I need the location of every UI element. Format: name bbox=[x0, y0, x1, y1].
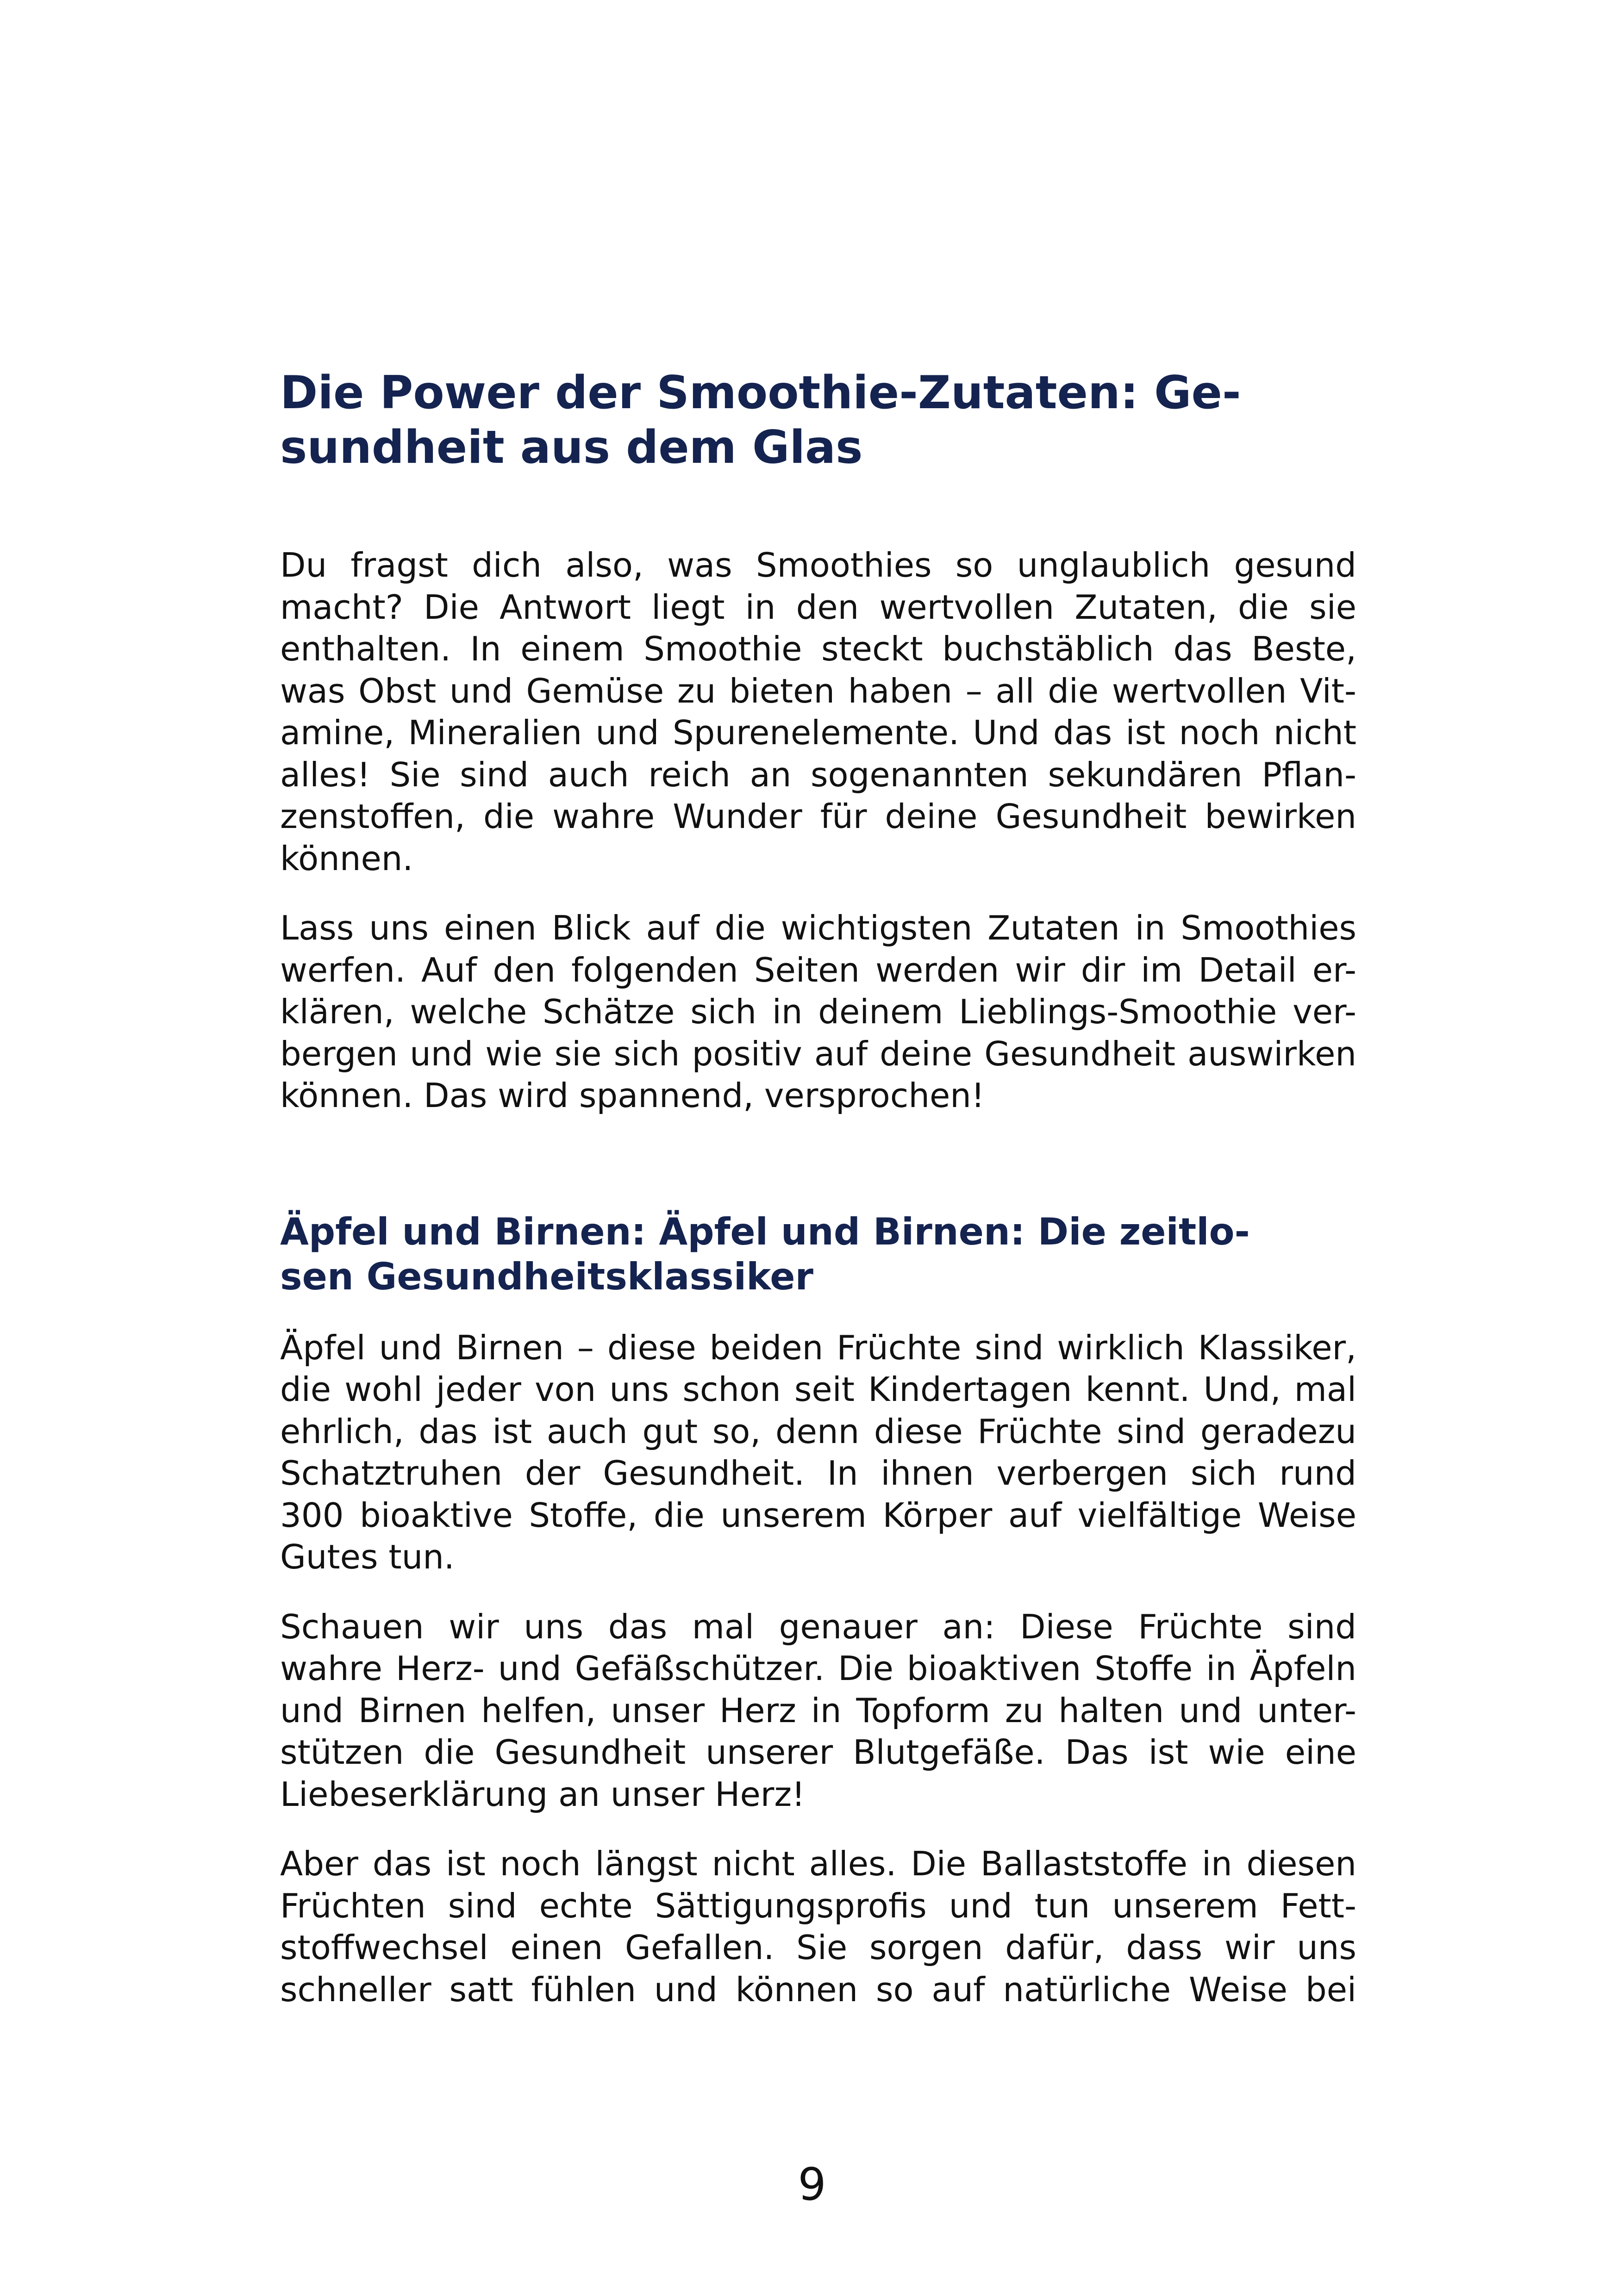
text-line: die wohl jeder von uns schon seit Kindertagen kennt. Und, mal bbox=[280, 1370, 1356, 1409]
text-line: stützen die Gesundheit unserer Blutgefäße. Das ist wie eine bbox=[280, 1733, 1356, 1772]
heading-line: Äpfel und Birnen: Äpfel und Birnen: Die zeitlo- bbox=[280, 1210, 1250, 1253]
intro-paragraph-2 bbox=[280, 907, 1356, 1117]
text-line: klären, welche Schätze sich in deinem Lieblings-Smoothie ver- bbox=[280, 992, 1356, 1031]
text-line: Früchten sind echte Sättigungsprofis und tun unserem Fett- bbox=[280, 1886, 1356, 1925]
text-line: Äpfel und Birnen – diese beiden Früchte sind wirklich Klassiker, bbox=[280, 1328, 1356, 1367]
text-line: ehrlich, das ist auch gut so, denn diese Früchte sind geradezu bbox=[280, 1412, 1356, 1451]
page-number: 9 bbox=[798, 2159, 826, 2210]
text-line: alles! Sie sind auch reich an sogenannten sekundären Pflan- bbox=[280, 755, 1356, 794]
section-paragraph-2 bbox=[280, 1606, 1356, 1816]
text-line: Du fragst dich also, was Smoothies so unglaublich gesund bbox=[280, 546, 1356, 585]
text-line: schneller satt fühlen und können so auf natürliche Weise bei bbox=[280, 1970, 1356, 2009]
text-line: amine, Mineralien und Spurenelemente. Und das ist noch nicht bbox=[280, 713, 1356, 752]
text-line: wahre Herz- und Gefäßschützer. Die bioaktiven Stoffe in Äpfeln bbox=[280, 1649, 1356, 1688]
text-line: was Obst und Gemüse zu bieten haben – all die wertvollen Vit- bbox=[280, 671, 1356, 710]
text-line: Liebeserklärung an unser Herz! bbox=[280, 1774, 805, 1814]
chapter-heading bbox=[280, 366, 1356, 475]
section-paragraph-1 bbox=[280, 1327, 1356, 1578]
text-line: Gutes tun. bbox=[280, 1537, 455, 1576]
text-line: Schatztruhen der Gesundheit. In ihnen verbergen sich rund bbox=[280, 1454, 1356, 1493]
page-content bbox=[280, 366, 1356, 2010]
text-line: und Birnen helfen, unser Herz in Topform zu halten und unter- bbox=[280, 1691, 1356, 1730]
section-paragraph-3 bbox=[280, 1843, 1356, 2010]
text-line: bergen und wie sie sich positiv auf deine Gesundheit auswirken bbox=[280, 1034, 1356, 1073]
heading-line: sen Gesundheitsklassiker bbox=[280, 1255, 813, 1298]
text-line: Schauen wir uns das mal genauer an: Diese Früchte sind bbox=[280, 1607, 1356, 1646]
text-line: stoffwechsel einen Gefallen. Sie sorgen dafür, dass wir uns bbox=[280, 1928, 1356, 1967]
heading-line: sundheit aus dem Glas bbox=[280, 421, 863, 474]
text-line: enthalten. In einem Smoothie steckt buchstäblich das Beste, bbox=[280, 629, 1356, 668]
text-line: macht? Die Antwort liegt in den wertvollen Zutaten, die sie bbox=[280, 587, 1356, 627]
text-line: können. bbox=[280, 839, 413, 878]
text-line: Lass uns einen Blick auf die wichtigsten Zutaten in Smoothies bbox=[280, 908, 1356, 947]
text-line: werfen. Auf den folgenden Seiten werden wir dir im Detail er- bbox=[280, 950, 1356, 989]
text-line: 300 bioaktive Stoffe, die unserem Körper auf vielfältige Weise bbox=[280, 1495, 1356, 1535]
section-heading bbox=[280, 1209, 1356, 1299]
text-line: Aber das ist noch längst nicht alles. Die Ballaststoffe in diesen bbox=[280, 1844, 1356, 1883]
intro-paragraph-1 bbox=[280, 544, 1356, 879]
heading-line: Die Power der Smoothie-Zutaten: Ge- bbox=[280, 367, 1241, 419]
text-line: zenstoffen, die wahre Wunder für deine Gesundheit bewirken bbox=[280, 797, 1356, 836]
text-line: können. Das wird spannend, versprochen! bbox=[280, 1076, 985, 1115]
